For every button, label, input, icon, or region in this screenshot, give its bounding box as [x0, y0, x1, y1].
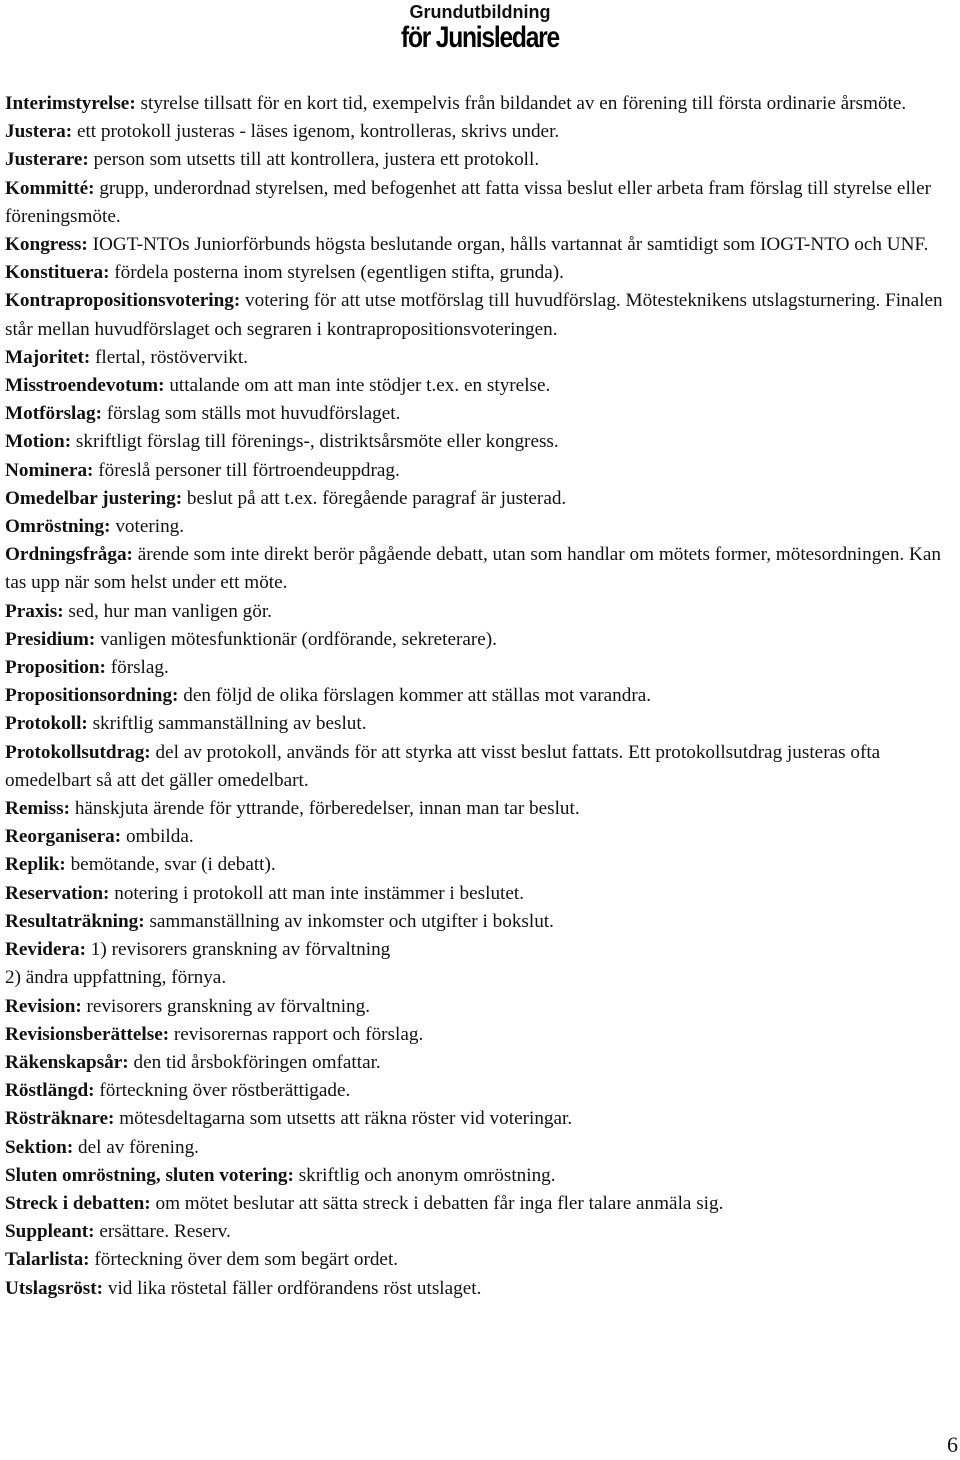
- glossary-definition: ombilda.: [121, 826, 194, 848]
- glossary-entry: [5, 90, 955, 118]
- glossary-entry: [5, 1190, 955, 1218]
- glossary-definition: skriftlig sammanställning av beslut.: [87, 713, 367, 735]
- glossary-definition: mötesdeltagarna som utsetts att räkna röster vid voteringar.: [114, 1108, 573, 1130]
- glossary-term: Suppleant:: [5, 1221, 95, 1243]
- glossary-definition: del av förening.: [73, 1136, 199, 1158]
- glossary-entry: [5, 372, 955, 400]
- glossary-definition: ärende som inte direkt berör pågående debatt, utan som handlar om mötets former, mötesordningen. Kan tas upp när som helst under ett möte.: [5, 544, 941, 594]
- glossary-term: Kongress:: [5, 234, 88, 256]
- glossary-entry: [5, 428, 955, 456]
- glossary-definition: bemötande, svar (i debatt).: [65, 854, 276, 876]
- glossary-term: Omröstning:: [5, 516, 111, 538]
- glossary-term: Reservation:: [5, 882, 110, 904]
- glossary-entry: [5, 1275, 955, 1303]
- glossary-definition: notering i protokoll att man inte instämmer i beslutet.: [109, 882, 525, 904]
- glossary-definition: föreslå personer till förtroendeuppdrag.: [93, 459, 400, 481]
- glossary-entry: [5, 823, 955, 851]
- glossary-definition: grupp, underordnad styrelsen, med befogenhet att fatta vissa beslut eller arbeta fram förslag till styrelse eller föreningsmöte.: [5, 177, 932, 227]
- glossary-definition: vid lika röstetal fäller ordförandens röst utslaget.: [103, 1277, 482, 1299]
- glossary-entry: [5, 1246, 955, 1274]
- glossary-entry: [5, 993, 955, 1021]
- glossary-definition: sammanställning av inkomster och utgifter i bokslut.: [144, 910, 554, 932]
- glossary-entry: [5, 457, 955, 485]
- glossary-definition: hänskjuta ärende för yttrande, förberedelser, innan man tar beslut.: [70, 798, 580, 820]
- glossary-definition-continuation: 2) ändra uppfattning, förnya.: [5, 967, 227, 989]
- glossary-definition: del av protokoll, används för att styrka att visst beslut fattats. Ett protokollsutdrag justeras ofta omedelbart så att det gäller omedelbart.: [5, 741, 881, 791]
- glossary-definition: revisorernas rapport och förslag.: [169, 1023, 424, 1045]
- glossary-definition: beslut på att t.ex. föregående paragraf är justerad.: [182, 487, 567, 509]
- glossary-term: Revidera:: [5, 939, 86, 961]
- header-title-line2: för Junisledare: [401, 21, 559, 54]
- page-number: 6: [947, 1432, 958, 1457]
- glossary-term: Remiss:: [5, 798, 71, 820]
- glossary-term: Justera:: [5, 121, 73, 143]
- glossary-definition: förslag som ställs mot huvudförslaget.: [101, 403, 401, 425]
- glossary-entry: [5, 682, 955, 710]
- glossary-entry: [5, 118, 955, 146]
- page-header: [380, 2, 580, 54]
- glossary-definition: fördela posterna inom styrelsen (egentligen stifta, grunda).: [109, 262, 564, 284]
- glossary-term: Reorganisera:: [5, 826, 122, 848]
- glossary-entry: [5, 513, 955, 541]
- glossary-entry: [5, 598, 955, 626]
- glossary-definition: IOGT-NTOs Juniorförbunds högsta beslutande organ, hålls vartannat år samtidigt som IOGT-NTO och UNF.: [87, 234, 929, 256]
- glossary-term: Praxis:: [5, 600, 64, 622]
- glossary-term: Röstlängd:: [5, 1080, 95, 1102]
- glossary-definition: styrelse tillsatt för en kort tid, exempelvis från bildandet av en förening till första ordinarie årsmöte.: [135, 93, 907, 114]
- glossary-definition: ersättare. Reserv.: [94, 1221, 231, 1243]
- glossary-term: Streck i debatten:: [5, 1192, 151, 1214]
- glossary-term: Interimstyrelse:: [5, 93, 136, 114]
- glossary-term: Protokoll:: [5, 713, 88, 735]
- glossary-entry: [5, 231, 955, 259]
- glossary-entry: [5, 1077, 955, 1105]
- glossary-entry: [5, 1134, 955, 1162]
- glossary-entry: [5, 287, 955, 343]
- glossary-definition: 1) revisorers granskning av förvaltning: [86, 939, 391, 961]
- glossary-definition: vanligen mötesfunktionär (ordförande, sekreterare).: [95, 628, 497, 650]
- glossary-term: Konstituera:: [5, 262, 110, 284]
- glossary-definition: person som utsetts till att kontrollera, justera ett protokoll.: [88, 149, 540, 171]
- glossary-definition: revisorers granskning av förvaltning.: [81, 995, 371, 1017]
- glossary-term: Propositionsordning:: [5, 685, 179, 707]
- glossary-term: Utslagsröst:: [5, 1277, 104, 1299]
- glossary-definition: skriftligt förslag till förenings-, distriktsårsmöte eller kongress.: [71, 431, 559, 453]
- glossary-term: Motförslag:: [5, 403, 102, 425]
- glossary-entry: [5, 541, 955, 597]
- glossary-entry: [5, 626, 955, 654]
- glossary-term: Räkenskapsår:: [5, 1051, 129, 1073]
- glossary-term: Omedelbar justering:: [5, 487, 183, 509]
- glossary-definition: skriftlig och anonym omröstning.: [293, 1164, 556, 1186]
- glossary-term: Revisionsberättelse:: [5, 1023, 170, 1045]
- glossary-entry: [5, 654, 955, 682]
- glossary-term: Nominera:: [5, 459, 94, 481]
- glossary-definition: ett protokoll justeras - läses igenom, kontrolleras, skrivs under.: [72, 121, 560, 143]
- glossary-entry: [5, 936, 955, 964]
- glossary-entry: [5, 1021, 955, 1049]
- glossary-entry: [5, 1218, 955, 1246]
- glossary-term: Majoritet:: [5, 346, 91, 368]
- header-title-line1: Grundutbildning: [409, 2, 551, 22]
- glossary-term: Replik:: [5, 854, 66, 876]
- glossary-entry: [5, 1105, 955, 1133]
- glossary-term: Protokollsutdrag:: [5, 741, 151, 763]
- glossary-definition: om mötet beslutar att sätta streck i debatten får inga fler talare anmäla sig.: [150, 1192, 724, 1214]
- glossary-definition: förslag.: [105, 657, 169, 679]
- glossary-term: Proposition:: [5, 657, 106, 679]
- glossary-definition: förteckning över röstberättigade.: [94, 1080, 351, 1102]
- glossary-term: Resultaträkning:: [5, 910, 145, 932]
- glossary-definition: votering.: [110, 516, 185, 538]
- glossary-term: Motion:: [5, 431, 72, 453]
- glossary-entry: [5, 851, 955, 879]
- glossary-entry: [5, 485, 955, 513]
- glossary-term: Kontrapropositionsvotering:: [5, 290, 241, 312]
- glossary-term: Presidium:: [5, 628, 96, 650]
- glossary-term: Misstroendevotum:: [5, 375, 165, 397]
- glossary-entry: [5, 710, 955, 738]
- glossary-definition: den följd de olika förslagen kommer att ställas mot varandra.: [178, 685, 652, 707]
- glossary-definition: uttalande om att man inte stödjer t.ex. en styrelse.: [164, 375, 551, 397]
- glossary-entry: [5, 400, 955, 428]
- glossary-entry: [5, 259, 955, 287]
- glossary-term: Sluten omröstning, sluten votering:: [5, 1164, 294, 1186]
- glossary-term: Ordningsfråga:: [5, 544, 133, 566]
- glossary-term: Rösträknare:: [5, 1108, 115, 1130]
- glossary-definition: flertal, röstövervikt.: [90, 346, 248, 368]
- glossary-entry: [5, 880, 955, 908]
- glossary-entry: [5, 1162, 955, 1190]
- glossary-entry: [5, 344, 955, 372]
- glossary-entry: [5, 146, 955, 174]
- glossary-definition: sed, hur man vanligen gör.: [63, 600, 272, 622]
- glossary-entry: [5, 1049, 955, 1077]
- glossary-term: Sektion:: [5, 1136, 74, 1158]
- glossary-list: [5, 90, 955, 1303]
- glossary-term: Talarlista:: [5, 1249, 90, 1271]
- glossary-definition: den tid årsbokföringen omfattar.: [128, 1051, 381, 1073]
- glossary-entry: [5, 175, 955, 231]
- glossary-term: Revision:: [5, 995, 82, 1017]
- glossary-definition: förteckning över dem som begärt ordet.: [89, 1249, 399, 1271]
- glossary-entry: [5, 908, 955, 936]
- glossary-term: Justerare:: [5, 149, 89, 171]
- glossary-definition: votering för att utse motförslag till huvudförslag. Mötesteknikens utslagsturnering. Finalen står mellan huvudförslaget och segraren i kontrapropositionsvoteringen.: [5, 290, 943, 340]
- glossary-entry: [5, 795, 955, 823]
- glossary-term: Kommitté:: [5, 177, 95, 199]
- glossary-entry: [5, 739, 955, 795]
